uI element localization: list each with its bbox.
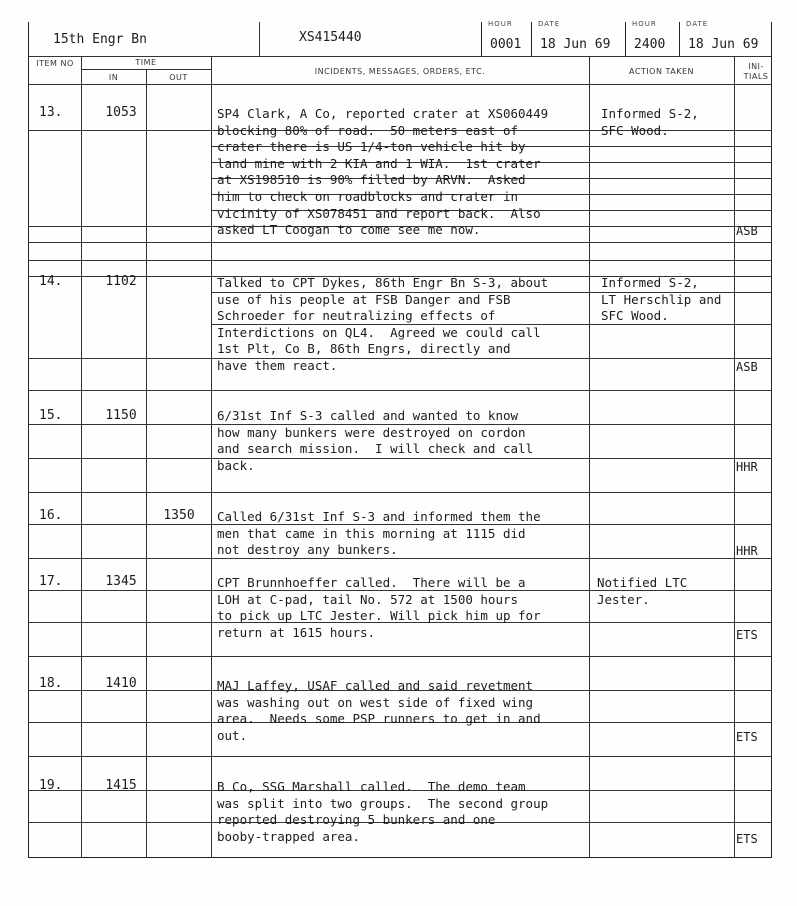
item-number: 19. [39,778,63,793]
to-hour-box [625,22,678,56]
time-in: 1053 [105,105,137,120]
incident-text: Talked to CPT Dykes, 86th Engr Bn S-3, about use of his people at FSB Danger and FSB Schroeder for neutralizing effects of Interdictions on QL4. Agreed we could call 1st Plt, Co B, 86th Engrs, directly and have them react. [217,275,549,373]
divider [146,69,147,857]
time-in: 1415 [105,778,137,793]
hour-label: HOUR [488,20,513,28]
item-number: 13. [39,105,63,120]
to-hour: 2400 [634,37,666,52]
rule [29,656,771,657]
divider [734,56,735,857]
item-number: 17. [39,574,63,589]
to-date-box [679,22,772,56]
col-time: TIME [135,58,157,67]
action-taken: Informed S-2, LT Herschlip and SFC Wood. [601,275,722,324]
col-out: OUT [169,73,188,82]
divider [81,56,82,857]
rule [29,84,771,85]
time-out: 1350 [163,508,195,523]
initials: HHR [736,544,758,558]
from-date: 18 Jun 69 [540,37,611,52]
item-number: 16. [39,508,63,523]
rule [29,756,771,757]
divider [211,56,212,857]
incident-text: 6/31st Inf S-3 called and wanted to know how many bunkers were destroyed on cordon and search mission. I will check and call back. [217,408,534,473]
date-label: DATE [686,20,709,28]
col-initials: INI-TIALS [743,62,769,81]
initials: ETS [736,730,758,744]
from-hour-box [481,22,530,56]
journal-sheet [28,22,772,858]
time-in: 1410 [105,676,137,691]
rule [29,492,771,493]
initials: HHR [736,460,758,474]
rule [29,390,771,391]
unit-name: 15th Engr Bn [53,32,147,47]
initials: ASB [736,224,758,238]
col-incidents: INCIDENTS, MESSAGES, ORDERS, ETC. [314,67,486,76]
col-item-no: ITEM NO [36,59,74,68]
time-in: 1150 [105,408,137,423]
initials: ASB [736,360,758,374]
to-date: 18 Jun 69 [688,37,759,52]
item-number: 15. [39,408,63,423]
col-action: ACTION TAKEN [628,67,694,76]
time-in: 1345 [105,574,137,589]
initials: ETS [736,832,758,846]
from-hour: 0001 [490,37,522,52]
hour-label: HOUR [632,20,657,28]
rule [29,242,771,243]
incident-text: Called 6/31st Inf S-3 and informed them the men that came in this morning at 1115 did not destroy any bunkers. [217,509,541,558]
action-taken: Informed S-2, SFC Wood. [601,106,699,138]
initials: ETS [736,628,758,642]
incident-text: MAJ Laffey, USAF called and said revetment was washing out on west side of fixed wing area. Needs some PSP runners to get in and out. [217,678,541,743]
from-date-box [531,22,624,56]
date-label: DATE [538,20,561,28]
col-in: IN [108,73,119,82]
item-number: 14. [39,274,63,289]
action-taken: Notified LTC Jester. [597,575,688,607]
incident-text: CPT Brunnhoeffer called. There will be a LOH at C-pad, tail No. 572 at 1500 hours to pick up LTC Jester. Will pick him up for return at 1615 hours. [217,575,541,640]
incident-text: B Co, SSG Marshall called. The demo team was split into two groups. The second group reported destroying 5 bunkers and one booby-trapped area. [217,779,549,844]
rule [29,260,771,261]
divider [259,22,260,56]
divider [589,56,590,857]
item-number: 18. [39,676,63,691]
rule [29,56,771,57]
location: XS415440 [299,30,362,45]
incident-text: SP4 Clark, A Co, reported crater at XS060449 blocking 80% of road. 50 meters east of crater there is US 1/4-ton vehicle hit by land mine with 2 KIA and 1 WIA. 1st crater at XS198510 is 90% filled by ARVN. Asked him to check on roadblocks and crater in vicinity of XS078451 and report back. Also asked LT Coogan to come see me now. [217,106,549,238]
time-in: 1102 [105,274,137,289]
